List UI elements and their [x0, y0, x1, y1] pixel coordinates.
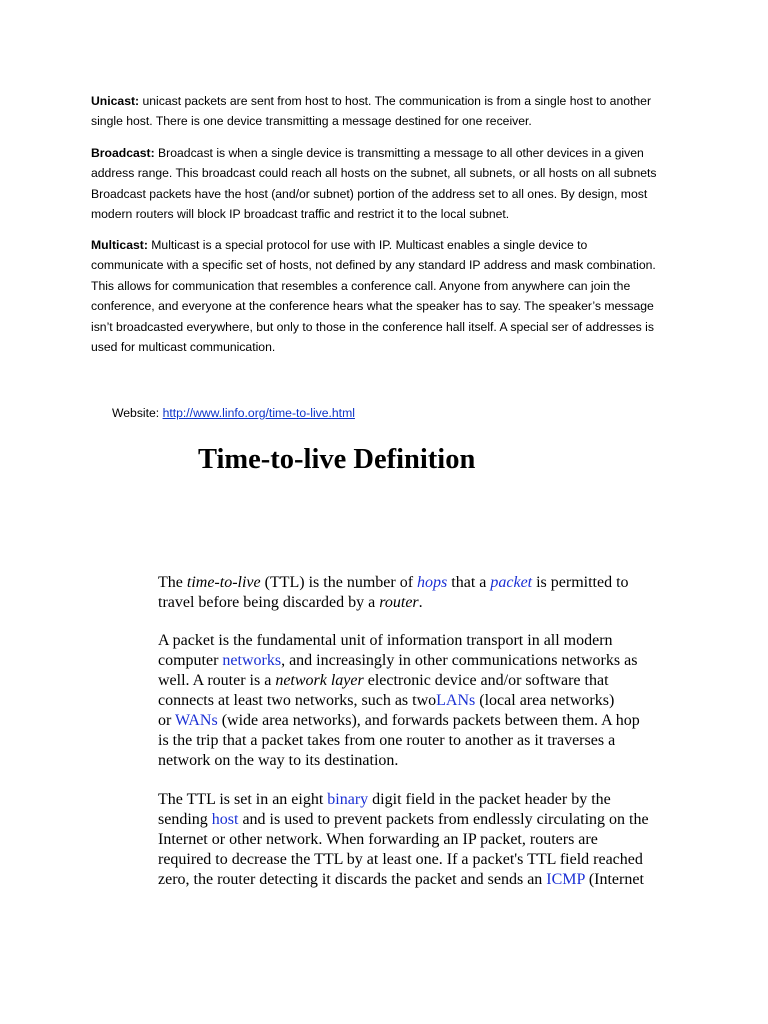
multicast-text-line3: This allows for communication that resembles a conference call. Anyone from anywhere can join the	[91, 278, 631, 293]
website-line	[112, 403, 612, 423]
router-term: router	[379, 594, 419, 611]
website-label: Website:	[112, 406, 163, 420]
unicast-text-line2: single host. There is one device transmitting a message destined for one receiver.	[91, 114, 532, 129]
multicast-text-line5: isn’t broadcasted everywhere, but only to those in the conference hall itself. A special ser of addresses is	[91, 319, 654, 334]
text-run: and is used to prevent packets from endlessly circulating on the	[238, 811, 649, 828]
article-title: Time-to-live Definition	[198, 444, 476, 475]
text-run: or	[158, 712, 176, 729]
text-run: A packet is the fundamental unit of information transport in all modern	[158, 632, 613, 649]
icmp-link[interactable]: ICMP	[546, 871, 585, 888]
text-run: required to decrease the TTL by at least one. If a packet's TTL field reached	[158, 851, 643, 868]
text-run: (local area networks)	[475, 692, 615, 709]
text-run: well. A router is a	[158, 672, 276, 689]
unicast-text-line1: unicast packets are sent from host to host. The communication is from a single host to another	[139, 94, 651, 108]
text-run: is permitted to	[532, 574, 629, 591]
text-run: , and increasingly in other communications networks as	[281, 652, 638, 669]
text-run: The TTL is set in an eight	[158, 791, 328, 808]
text-run: connects at least two networks, such as two	[158, 692, 437, 709]
ttl-term: time-to-live	[186, 574, 261, 591]
unicast-paragraph	[91, 91, 691, 132]
text-run: travel before being discarded by a	[158, 594, 380, 611]
text-run: zero, the router detecting it discards the packet and sends an	[158, 871, 547, 888]
text-run: .	[418, 594, 423, 611]
broadcast-text-line2: address range. This broadcast could reach all hosts on the subnet, all subnets, or all hosts on all subnets	[91, 166, 657, 181]
hops-link[interactable]: hops	[417, 574, 448, 591]
text-run: computer	[158, 652, 223, 669]
broadcast-text-line4: modern routers will block IP broadcast traffic and restrict it to the local subnet.	[91, 207, 510, 222]
multicast-text-line6: used for multicast communication.	[91, 340, 276, 355]
multicast-paragraph	[91, 235, 691, 357]
multicast-text-line1: Multicast is a special protocol for use with IP. Multicast enables a single device to	[147, 238, 588, 252]
multicast-label: Multicast:	[91, 238, 148, 252]
broadcast-paragraph	[91, 143, 691, 225]
multicast-text-line4: conference, and everyone at the conference hears what the speaker has to say. The speaker’s message	[91, 299, 654, 314]
host-link[interactable]: host	[211, 811, 239, 828]
packet-link[interactable]: packet	[490, 574, 533, 591]
ttl-paragraph-1	[158, 573, 683, 613]
network-layer-term: network layer	[275, 672, 364, 689]
lans-link[interactable]: LANs	[436, 692, 476, 709]
broadcast-text-line3: Broadcast packets have the host (and/or subnet) portion of the address set to all ones. By design, most	[91, 186, 648, 201]
ttl-paragraph-3	[158, 790, 683, 890]
unicast-label: Unicast:	[91, 94, 140, 108]
text-run: (wide area networks), and forwards packets between them. A hop	[217, 712, 640, 729]
broadcast-text-line1: Broadcast is when a single device is transmitting a message to all other devices in a given	[154, 146, 644, 160]
networks-link[interactable]: networks	[222, 652, 282, 669]
multicast-text-line2: communicate with a specific set of hosts, not defined by any standard IP address and mask combination.	[91, 258, 656, 273]
ttl-paragraph-2	[158, 631, 683, 771]
text-run: digit field in the packet header by the	[368, 791, 611, 808]
broadcast-label: Broadcast:	[91, 146, 155, 160]
text-run: is the trip that a packet takes from one router to another as it traverses a	[158, 732, 616, 749]
text-run: Internet or other network. When forwarding an IP packet, routers are	[158, 831, 598, 848]
text-run: sending	[158, 811, 212, 828]
wans-link[interactable]: WANs	[175, 712, 218, 729]
text-run: (Internet	[584, 871, 644, 888]
text-run: network on the way to its destination.	[158, 752, 399, 769]
text-run: The	[158, 574, 187, 591]
binary-link[interactable]: binary	[327, 791, 369, 808]
text-run: electronic device and/or software that	[363, 672, 609, 689]
text-run: that a	[447, 574, 491, 591]
website-link[interactable]: http://www.linfo.org/time-to-live.html	[162, 406, 355, 420]
text-run: (TTL) is the number of	[260, 574, 418, 591]
